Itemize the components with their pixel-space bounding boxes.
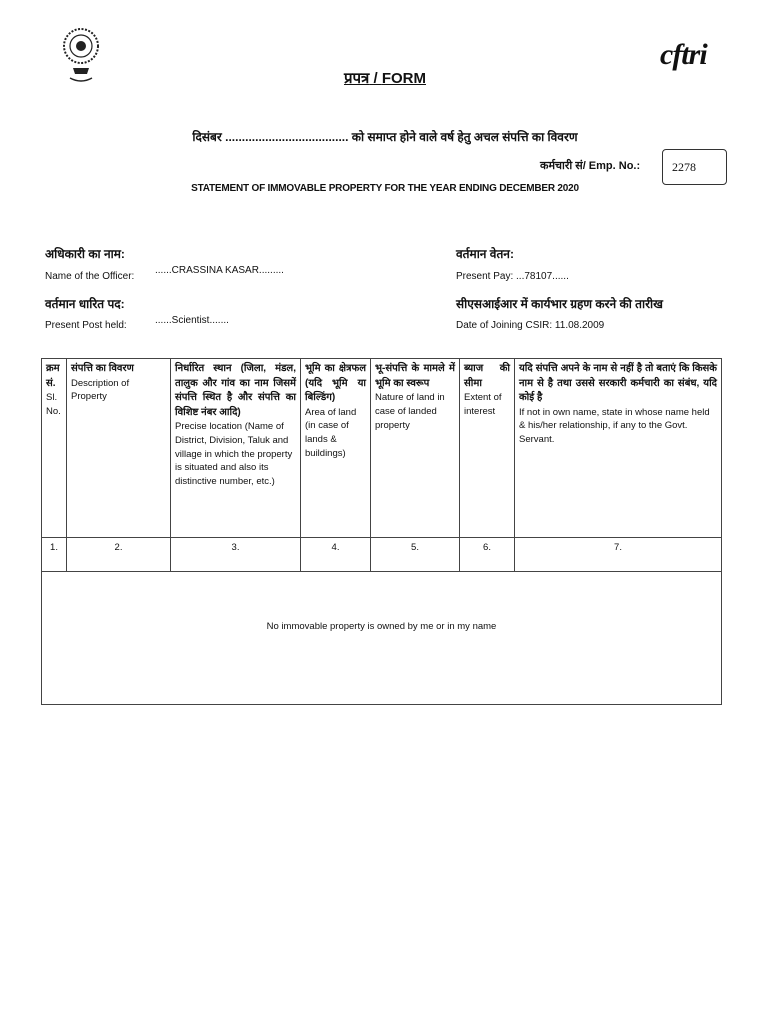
joining-label-english: Date of Joining CSIR: 11.08.2009 xyxy=(456,320,605,331)
col-header-4: भूमि का क्षेत्रफल (यदि भूमि या बिल्डिंग) Area of land (in case of lands & buildings) xyxy=(301,359,371,538)
no-property-message: No immovable property is owned by me or in my name xyxy=(42,572,722,705)
name-label-english: Name of the Officer: xyxy=(45,271,135,282)
post-value[interactable]: ......Scientist....... xyxy=(155,315,229,326)
column-number-row xyxy=(42,538,722,572)
statement-heading: STATEMENT OF IMMOVABLE PROPERTY FOR THE YEAR ENDING DECEMBER 2020 xyxy=(191,183,579,194)
pay-label-english: Present Pay: ...78107...... xyxy=(456,271,569,282)
title-separator: / xyxy=(369,70,382,87)
col-header-1: क्रम सं. Sl. No. xyxy=(42,359,67,538)
title-hindi: प्रपत्र xyxy=(343,70,370,87)
emp-no-label: कर्मचारी सं/ Emp. No.: xyxy=(540,160,641,172)
form-title xyxy=(0,68,770,88)
col-number-3: 3. xyxy=(171,538,301,572)
name-label-hindi: अधिकारी का नाम: xyxy=(45,247,125,261)
table-row xyxy=(42,572,722,705)
property-table xyxy=(41,358,722,705)
col-header-3: निर्धारित स्थान (जिला, मंडल, तालुक और गांव का नाम जिसमें संपत्ति स्थित है और संपत्ति का विशिष्ट नंबर आदि) Precise location (Name of District, Division, Taluk and village in which the property is situated and also its distinctive number, etc.) xyxy=(171,359,301,538)
cftri-logo: cftri xyxy=(660,38,707,71)
col-number-5: 5. xyxy=(371,538,460,572)
col-header-7: यदि संपत्ति अपने के नाम से नहीं है तो बताएं कि किसके नाम से है तथा उससे सरकारी कर्मचारी का संबंध, यदि कोई है If not in own name, state in whose name held & his/her relationship, if any to the Govt. Servant. xyxy=(515,359,722,538)
post-label-hindi: वर्तमान धारित पद: xyxy=(45,297,125,311)
joining-label-hindi: सीएसआईआर में कार्यभार ग्रहण करने की तारीख xyxy=(456,297,663,311)
col-number-7: 7. xyxy=(515,538,722,572)
pay-label-hindi: वर्तमान वेतन: xyxy=(456,247,514,261)
emp-no-field[interactable]: 2278 xyxy=(662,149,727,185)
col-number-6: 6. xyxy=(460,538,515,572)
col-number-2: 2. xyxy=(67,538,171,572)
col-header-5: भू-संपत्ति के मामले में भूमि का स्वरूप Nature of land in case of landed property xyxy=(371,359,460,538)
title-english: FORM xyxy=(381,70,427,87)
col-number-4: 4. xyxy=(301,538,371,572)
col-header-2: संपत्ति का विवरण Description of Property xyxy=(67,359,171,538)
post-label-english: Present Post held: xyxy=(45,320,127,331)
table-header-row xyxy=(42,359,722,538)
col-header-6: ब्याज की सीमा Extent of interest xyxy=(460,359,515,538)
col-number-1: 1. xyxy=(42,538,67,572)
officer-name-value[interactable]: ......CRASSINA KASAR......... xyxy=(155,265,284,276)
subtitle-hindi: दिसंबर ..................................... को समाप्त होने वाले वर्ष हेतु अचल संपत्ति का विवरण xyxy=(192,130,578,144)
